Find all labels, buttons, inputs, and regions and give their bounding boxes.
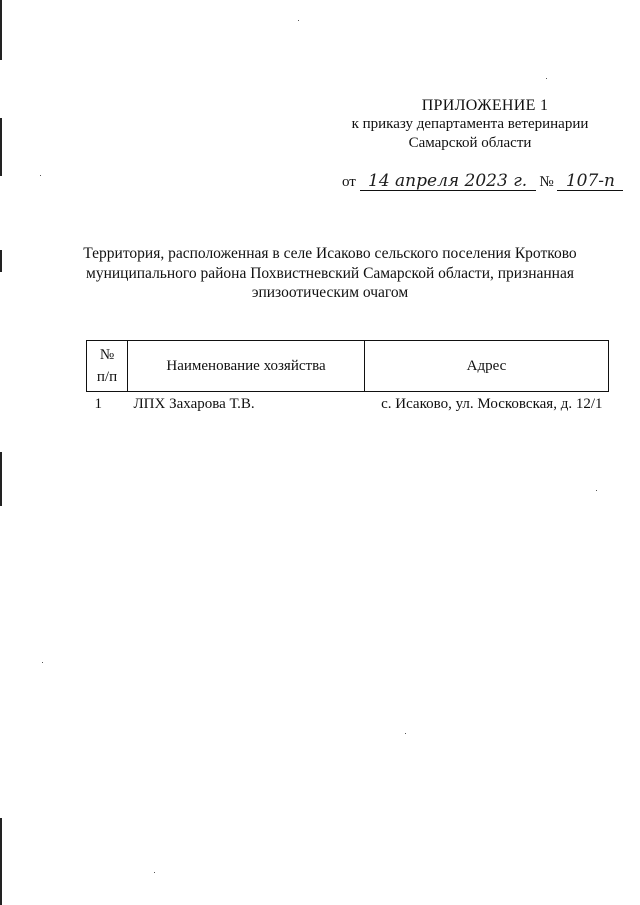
- farms-table: [86, 340, 609, 413]
- scan-edge-mark: [0, 452, 2, 506]
- document-heading: [60, 244, 600, 303]
- header-number-pp: п/п: [96, 369, 118, 385]
- scan-speck: [546, 78, 547, 79]
- order-number-handwritten: 107-п: [557, 172, 623, 191]
- scan-speck: [298, 20, 299, 21]
- scan-edge-mark: [0, 0, 2, 60]
- heading-line-2: муниципального района Похвистневский Самарской области, признанная: [86, 264, 574, 282]
- heading-line-1: Территория, расположенная в селе Исаково сельского поселения Кротково: [83, 245, 577, 262]
- table-row: [87, 392, 609, 414]
- header-farm-name: Наименование хозяйства: [128, 341, 365, 392]
- scan-speck: [596, 490, 597, 491]
- row-farm-name: ЛПХ Захарова Т.В.: [133, 396, 255, 412]
- header-address: Адрес: [365, 341, 609, 392]
- header-number-sign: №: [99, 347, 115, 363]
- order-date-handwritten: 14 апреля 2023 г.: [360, 172, 536, 191]
- scan-speck: [154, 872, 155, 873]
- scan-edge-mark: [0, 250, 2, 272]
- header-number: [87, 341, 128, 392]
- scan-edge-mark: [0, 118, 2, 176]
- scan-speck: [405, 733, 406, 734]
- annex-line-region: Самарской области: [408, 135, 532, 151]
- scan-edge-mark: [0, 818, 2, 905]
- row-address: с. Исаково, ул. Московская, д. 12/1: [381, 396, 603, 412]
- heading-line-3: эпизоотическим очагом: [251, 284, 409, 301]
- order-from-label: от: [342, 174, 356, 190]
- table-header-row: [87, 341, 609, 392]
- scan-speck: [42, 662, 43, 663]
- order-date-line: [342, 172, 623, 191]
- annex-line-order: к приказу департамента ветеринарии: [351, 116, 589, 132]
- annex-title: ПРИЛОЖЕНИЕ 1: [421, 97, 549, 114]
- scan-speck: [40, 175, 41, 176]
- annex-block: [340, 96, 600, 153]
- order-number-label: №: [539, 174, 554, 190]
- row-number: 1: [94, 396, 102, 412]
